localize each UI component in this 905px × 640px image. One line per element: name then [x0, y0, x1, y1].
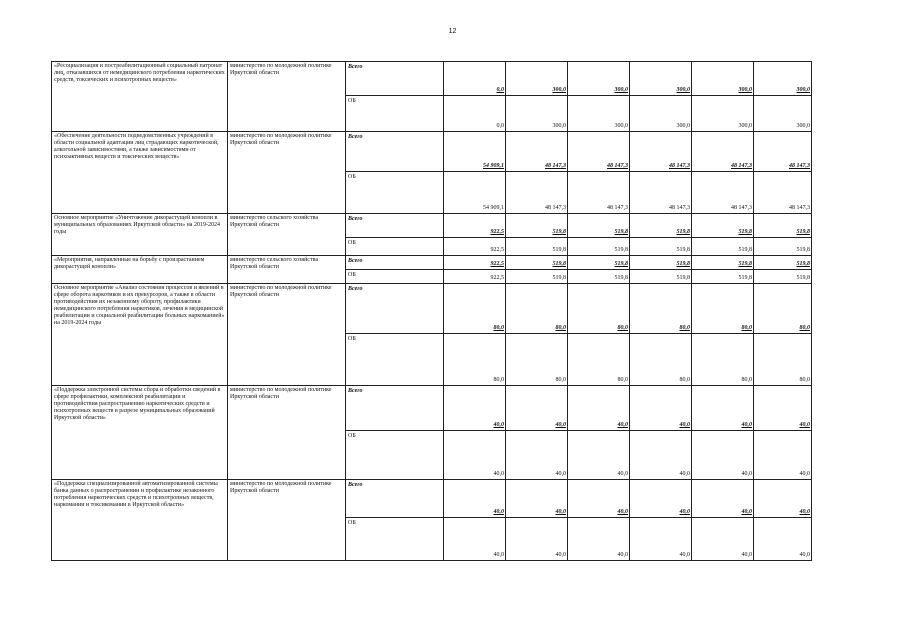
budget-table-body [52, 62, 812, 561]
amount-total-cell: 300,0 [692, 62, 754, 96]
amount-ob-cell: 922,5 [444, 238, 506, 256]
amount-total-cell: 40,0 [692, 480, 754, 518]
amount-total-cell: 519,8 [568, 256, 630, 270]
source-label-total: Всего [346, 480, 444, 518]
amount-ob-cell: 40,0 [630, 518, 692, 561]
table-row-total [52, 132, 812, 172]
amount-total-cell: 40,0 [692, 386, 754, 431]
amount-total-cell: 40,0 [630, 480, 692, 518]
amount-ob-cell: 40,0 [630, 431, 692, 480]
amount-ob-cell: 40,0 [568, 431, 630, 480]
amount-ob-cell: 922,5 [444, 270, 506, 284]
amount-ob-cell: 80,0 [568, 334, 630, 386]
source-label-total: Всего [346, 214, 444, 238]
amount-ob-cell: 80,0 [506, 334, 568, 386]
amount-ob-cell: 300,0 [568, 96, 630, 132]
amount-ob-cell: 519,8 [506, 270, 568, 284]
budget-table [51, 61, 812, 561]
activity-name: «Мероприятия, направленные на борьбу с произрастанием дикорастущей конопли» [52, 256, 228, 284]
amount-total-cell: 519,8 [506, 256, 568, 270]
amount-total-cell: 519,8 [692, 256, 754, 270]
amount-ob-cell: 48 147,3 [630, 172, 692, 214]
amount-ob-cell: 40,0 [754, 431, 812, 480]
amount-total-cell: 40,0 [630, 386, 692, 431]
amount-total-cell: 922,5 [444, 214, 506, 238]
amount-ob-cell: 48 147,3 [506, 172, 568, 214]
source-label-total: Всего [346, 132, 444, 172]
table-row-total [52, 256, 812, 270]
source-label-ob: ОБ [346, 96, 444, 132]
amount-ob-cell: 519,8 [568, 270, 630, 284]
amount-total-cell: 519,8 [506, 214, 568, 238]
amount-ob-cell: 48 147,3 [568, 172, 630, 214]
amount-ob-cell: 519,8 [506, 238, 568, 256]
table-row-total [52, 62, 812, 96]
amount-total-cell: 519,8 [630, 256, 692, 270]
amount-ob-cell: 40,0 [692, 431, 754, 480]
table-row-total [52, 284, 812, 334]
amount-total-cell: 519,8 [692, 214, 754, 238]
amount-ob-cell: 519,8 [692, 238, 754, 256]
amount-ob-cell: 519,8 [630, 238, 692, 256]
amount-ob-cell: 0,0 [444, 96, 506, 132]
amount-total-cell: 80,0 [692, 284, 754, 334]
amount-ob-cell: 40,0 [506, 518, 568, 561]
amount-ob-cell: 519,8 [754, 270, 812, 284]
activity-name: «Обеспечение деятельности подведомственных учреждений в области социальной адаптации лиц страдающих наркотической, алкогольной зависимостями, а также зависимостями от психоактивных веществ и токсических веществ» [52, 132, 228, 214]
amount-ob-cell: 519,8 [568, 238, 630, 256]
executor-name: министерство по молодежной политике Иркутской области [228, 386, 346, 480]
activity-name: «Ресоциализация и постреабилитационный социальный патронат лиц, отказавшихся от немедицинского потребления наркотических средств, токсических и психотропных веществ» [52, 62, 228, 132]
amount-ob-cell: 40,0 [754, 518, 812, 561]
amount-ob-cell: 54 909,1 [444, 172, 506, 214]
amount-total-cell: 40,0 [568, 386, 630, 431]
amount-total-cell: 300,0 [754, 62, 812, 96]
amount-ob-cell: 519,8 [630, 270, 692, 284]
amount-total-cell: 40,0 [754, 480, 812, 518]
amount-total-cell: 48 147,3 [754, 132, 812, 172]
amount-ob-cell: 300,0 [754, 96, 812, 132]
source-label-ob: ОБ [346, 270, 444, 284]
amount-ob-cell: 519,8 [692, 270, 754, 284]
activity-name: «Поддержка электронной системы сбора и обработки сведений в сфере профилактики, комплексной реабилитации и противодействия распространению наркотических средств и психотропных веществ в разрезе муниципальных образований Иркутской области» [52, 386, 228, 480]
amount-ob-cell: 519,8 [754, 238, 812, 256]
executor-name: министерство сельского хозяйства Иркутской области [228, 214, 346, 256]
amount-total-cell: 40,0 [444, 386, 506, 431]
amount-total-cell: 922,5 [444, 256, 506, 270]
amount-ob-cell: 300,0 [506, 96, 568, 132]
source-label-ob: ОБ [346, 431, 444, 480]
amount-ob-cell: 40,0 [444, 518, 506, 561]
source-label-total: Всего [346, 386, 444, 431]
amount-ob-cell: 80,0 [754, 334, 812, 386]
amount-total-cell: 40,0 [506, 480, 568, 518]
amount-total-cell: 48 147,3 [568, 132, 630, 172]
amount-ob-cell: 48 147,3 [692, 172, 754, 214]
amount-total-cell: 300,0 [568, 62, 630, 96]
amount-total-cell: 40,0 [754, 386, 812, 431]
amount-total-cell: 80,0 [754, 284, 812, 334]
source-label-total: Всего [346, 284, 444, 334]
activity-name: Основное мероприятие «Уничтожение дикорастущей конопли в муниципальных образованиях Иркутской области» на 2019-2024 годы [52, 214, 228, 256]
activity-name: Основное мероприятие «Анализ состояния процессов и явлений в сфере оборота наркотиков и их прекурсоров, а также в области противодействия их незаконному обороту, профилактики немедицинского потребления наркотиков, лечения и медицинской реабилитации и социальной реабилитации больных наркоманией» на 2019-2024 годы [52, 284, 228, 386]
amount-total-cell: 80,0 [568, 284, 630, 334]
source-label-total: Всего [346, 62, 444, 96]
amount-total-cell: 519,8 [630, 214, 692, 238]
executor-name: министерство по молодежной политике Иркутской области [228, 132, 346, 214]
amount-total-cell: 80,0 [630, 284, 692, 334]
amount-total-cell: 300,0 [506, 62, 568, 96]
amount-total-cell: 80,0 [444, 284, 506, 334]
amount-ob-cell: 40,0 [444, 431, 506, 480]
table-row-total [52, 386, 812, 431]
amount-ob-cell: 80,0 [444, 334, 506, 386]
amount-ob-cell: 48 147,3 [754, 172, 812, 214]
amount-total-cell: 40,0 [568, 480, 630, 518]
executor-name: министерство по молодежной политике Иркутской области [228, 480, 346, 561]
amount-total-cell: 40,0 [444, 480, 506, 518]
amount-ob-cell: 300,0 [692, 96, 754, 132]
table-row-total [52, 480, 812, 518]
executor-name: министерство по молодежной политике Иркутской области [228, 62, 346, 132]
amount-total-cell: 48 147,3 [506, 132, 568, 172]
source-label-ob: ОБ [346, 238, 444, 256]
amount-ob-cell: 40,0 [506, 431, 568, 480]
source-label-ob: ОБ [346, 518, 444, 561]
amount-total-cell: 40,0 [506, 386, 568, 431]
executor-name: министерство по молодежной политике Иркутской области [228, 284, 346, 386]
amount-total-cell: 519,8 [754, 256, 812, 270]
page-number: 12 [448, 28, 457, 35]
amount-ob-cell: 300,0 [630, 96, 692, 132]
amount-total-cell: 0,0 [444, 62, 506, 96]
table-row-total [52, 214, 812, 238]
amount-total-cell: 54 909,1 [444, 132, 506, 172]
source-label-ob: ОБ [346, 334, 444, 386]
amount-total-cell: 48 147,3 [692, 132, 754, 172]
amount-total-cell: 80,0 [506, 284, 568, 334]
amount-total-cell: 48 147,3 [630, 132, 692, 172]
amount-ob-cell: 80,0 [692, 334, 754, 386]
amount-ob-cell: 80,0 [630, 334, 692, 386]
amount-total-cell: 300,0 [630, 62, 692, 96]
amount-total-cell: 519,8 [754, 214, 812, 238]
amount-ob-cell: 40,0 [568, 518, 630, 561]
activity-name: «Поддержка специализированной автоматизированной системы банка данных о распространении и профилактике незаконного потребления наркотических средств и психотропных веществ, наркомании и токсикомании в Иркутской области» [52, 480, 228, 561]
source-label-ob: ОБ [346, 172, 444, 214]
source-label-total: Всего [346, 256, 444, 270]
amount-total-cell: 519,8 [568, 214, 630, 238]
executor-name: министерство сельского хозяйства Иркутской области [228, 256, 346, 284]
amount-ob-cell: 40,0 [692, 518, 754, 561]
